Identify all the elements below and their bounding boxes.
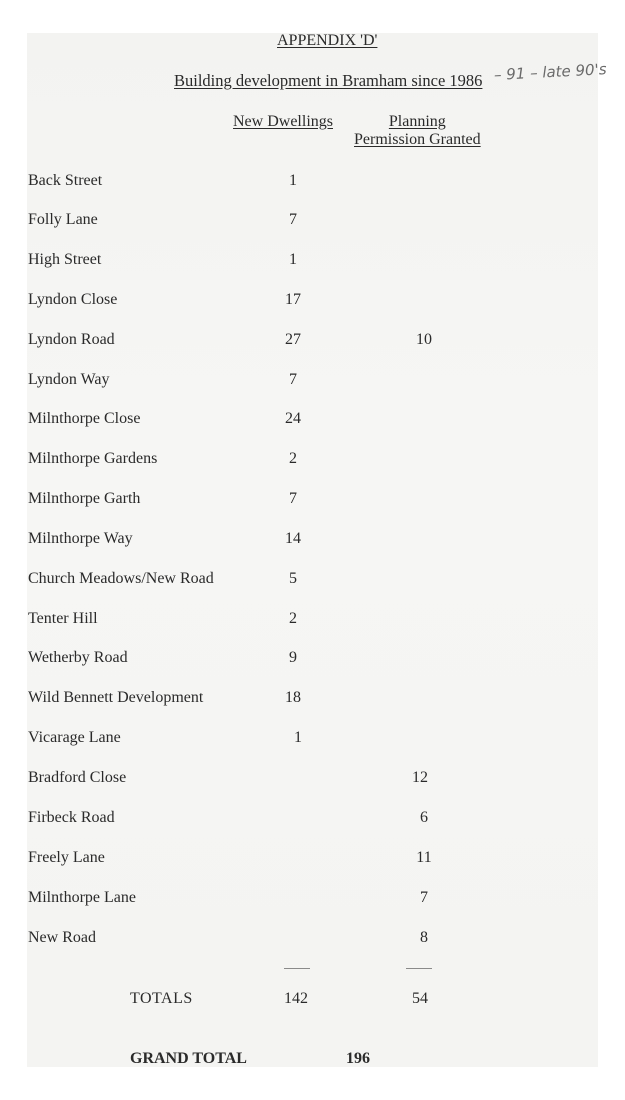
street-name: Firbeck Road	[28, 809, 115, 826]
table-row	[0, 291, 625, 311]
new-dwellings-value: 17	[285, 291, 301, 308]
new-dwellings-value: 7	[289, 490, 297, 507]
new-dwellings-value: 24	[285, 410, 301, 427]
grand-total-label: GRAND TOTAL	[130, 1050, 247, 1067]
street-name: Milnthorpe Garth	[28, 490, 141, 507]
table-row	[0, 530, 625, 550]
column-header-new-dwellings: New Dwellings	[233, 113, 333, 130]
planning-value: 7	[420, 889, 428, 906]
new-dwellings-value: 5	[289, 570, 297, 587]
planning-value: 12	[412, 769, 428, 786]
street-name: Church Meadows/New Road	[28, 570, 214, 587]
table-row	[0, 849, 625, 869]
table-row	[0, 410, 625, 430]
new-dwellings-value: 9	[289, 649, 297, 666]
street-name: Vicarage Lane	[28, 729, 121, 746]
totals-rule-new-dwellings	[284, 968, 310, 969]
new-dwellings-value: 2	[289, 450, 297, 467]
table-row	[0, 211, 625, 231]
handwritten-note: – 91 – late 90's	[493, 60, 607, 84]
table-row	[0, 689, 625, 709]
street-name: Wild Bennett Development	[28, 689, 204, 706]
table-row	[0, 729, 625, 749]
new-dwellings-value: 27	[285, 331, 301, 348]
table-row	[0, 331, 625, 351]
street-name: Milnthorpe Close	[28, 410, 141, 427]
table-row	[0, 649, 625, 669]
table-row	[0, 610, 625, 630]
column-header-planning-line1: Planning	[388, 113, 446, 130]
new-dwellings-value: 7	[289, 371, 297, 388]
street-name: Milnthorpe Lane	[28, 889, 136, 906]
table-row	[0, 172, 625, 192]
table-row	[0, 450, 625, 470]
planning-value: 8	[420, 929, 428, 946]
street-name: Lyndon Close	[28, 291, 118, 308]
street-name: New Road	[28, 929, 96, 946]
new-dwellings-value: 7	[289, 211, 297, 228]
street-name: High Street	[28, 251, 102, 268]
totals-new-dwellings: 142	[284, 990, 308, 1007]
totals-label: TOTALS	[130, 990, 193, 1007]
new-dwellings-value: 18	[285, 689, 301, 706]
new-dwellings-value: 1	[294, 729, 302, 746]
totals-rule-planning	[406, 968, 432, 969]
table-row	[0, 570, 625, 590]
column-header-planning-permission	[354, 113, 481, 149]
table-row	[0, 809, 625, 829]
planning-value: 11	[416, 849, 432, 866]
planning-value: 6	[420, 809, 428, 826]
street-name: Lyndon Road	[28, 331, 115, 348]
street-name: Milnthorpe Way	[28, 530, 133, 547]
new-dwellings-value: 1	[289, 172, 297, 189]
new-dwellings-value: 2	[289, 610, 297, 627]
table-row	[0, 929, 625, 949]
appendix-heading: APPENDIX 'D'	[277, 32, 378, 49]
column-header-planning-line2: Permission Granted	[354, 131, 481, 148]
new-dwellings-value: 1	[289, 251, 297, 268]
street-name: Tenter Hill	[28, 610, 98, 627]
planning-value: 10	[416, 331, 432, 348]
street-name: Wetherby Road	[28, 649, 128, 666]
table-row	[0, 769, 625, 789]
grand-total-value: 196	[346, 1050, 370, 1067]
street-name: Back Street	[28, 172, 103, 189]
table-row	[0, 251, 625, 271]
document-title: Building development in Bramham since 1986	[174, 71, 483, 90]
street-name: Bradford Close	[28, 769, 127, 786]
street-name: Milnthorpe Gardens	[28, 450, 158, 467]
street-name: Freely Lane	[28, 849, 105, 866]
new-dwellings-value: 14	[285, 530, 301, 547]
table-row	[0, 889, 625, 909]
street-name: Lyndon Way	[28, 371, 110, 388]
table-row	[0, 490, 625, 510]
table-row	[0, 371, 625, 391]
street-name: Folly Lane	[28, 211, 98, 228]
totals-planning: 54	[412, 990, 428, 1007]
